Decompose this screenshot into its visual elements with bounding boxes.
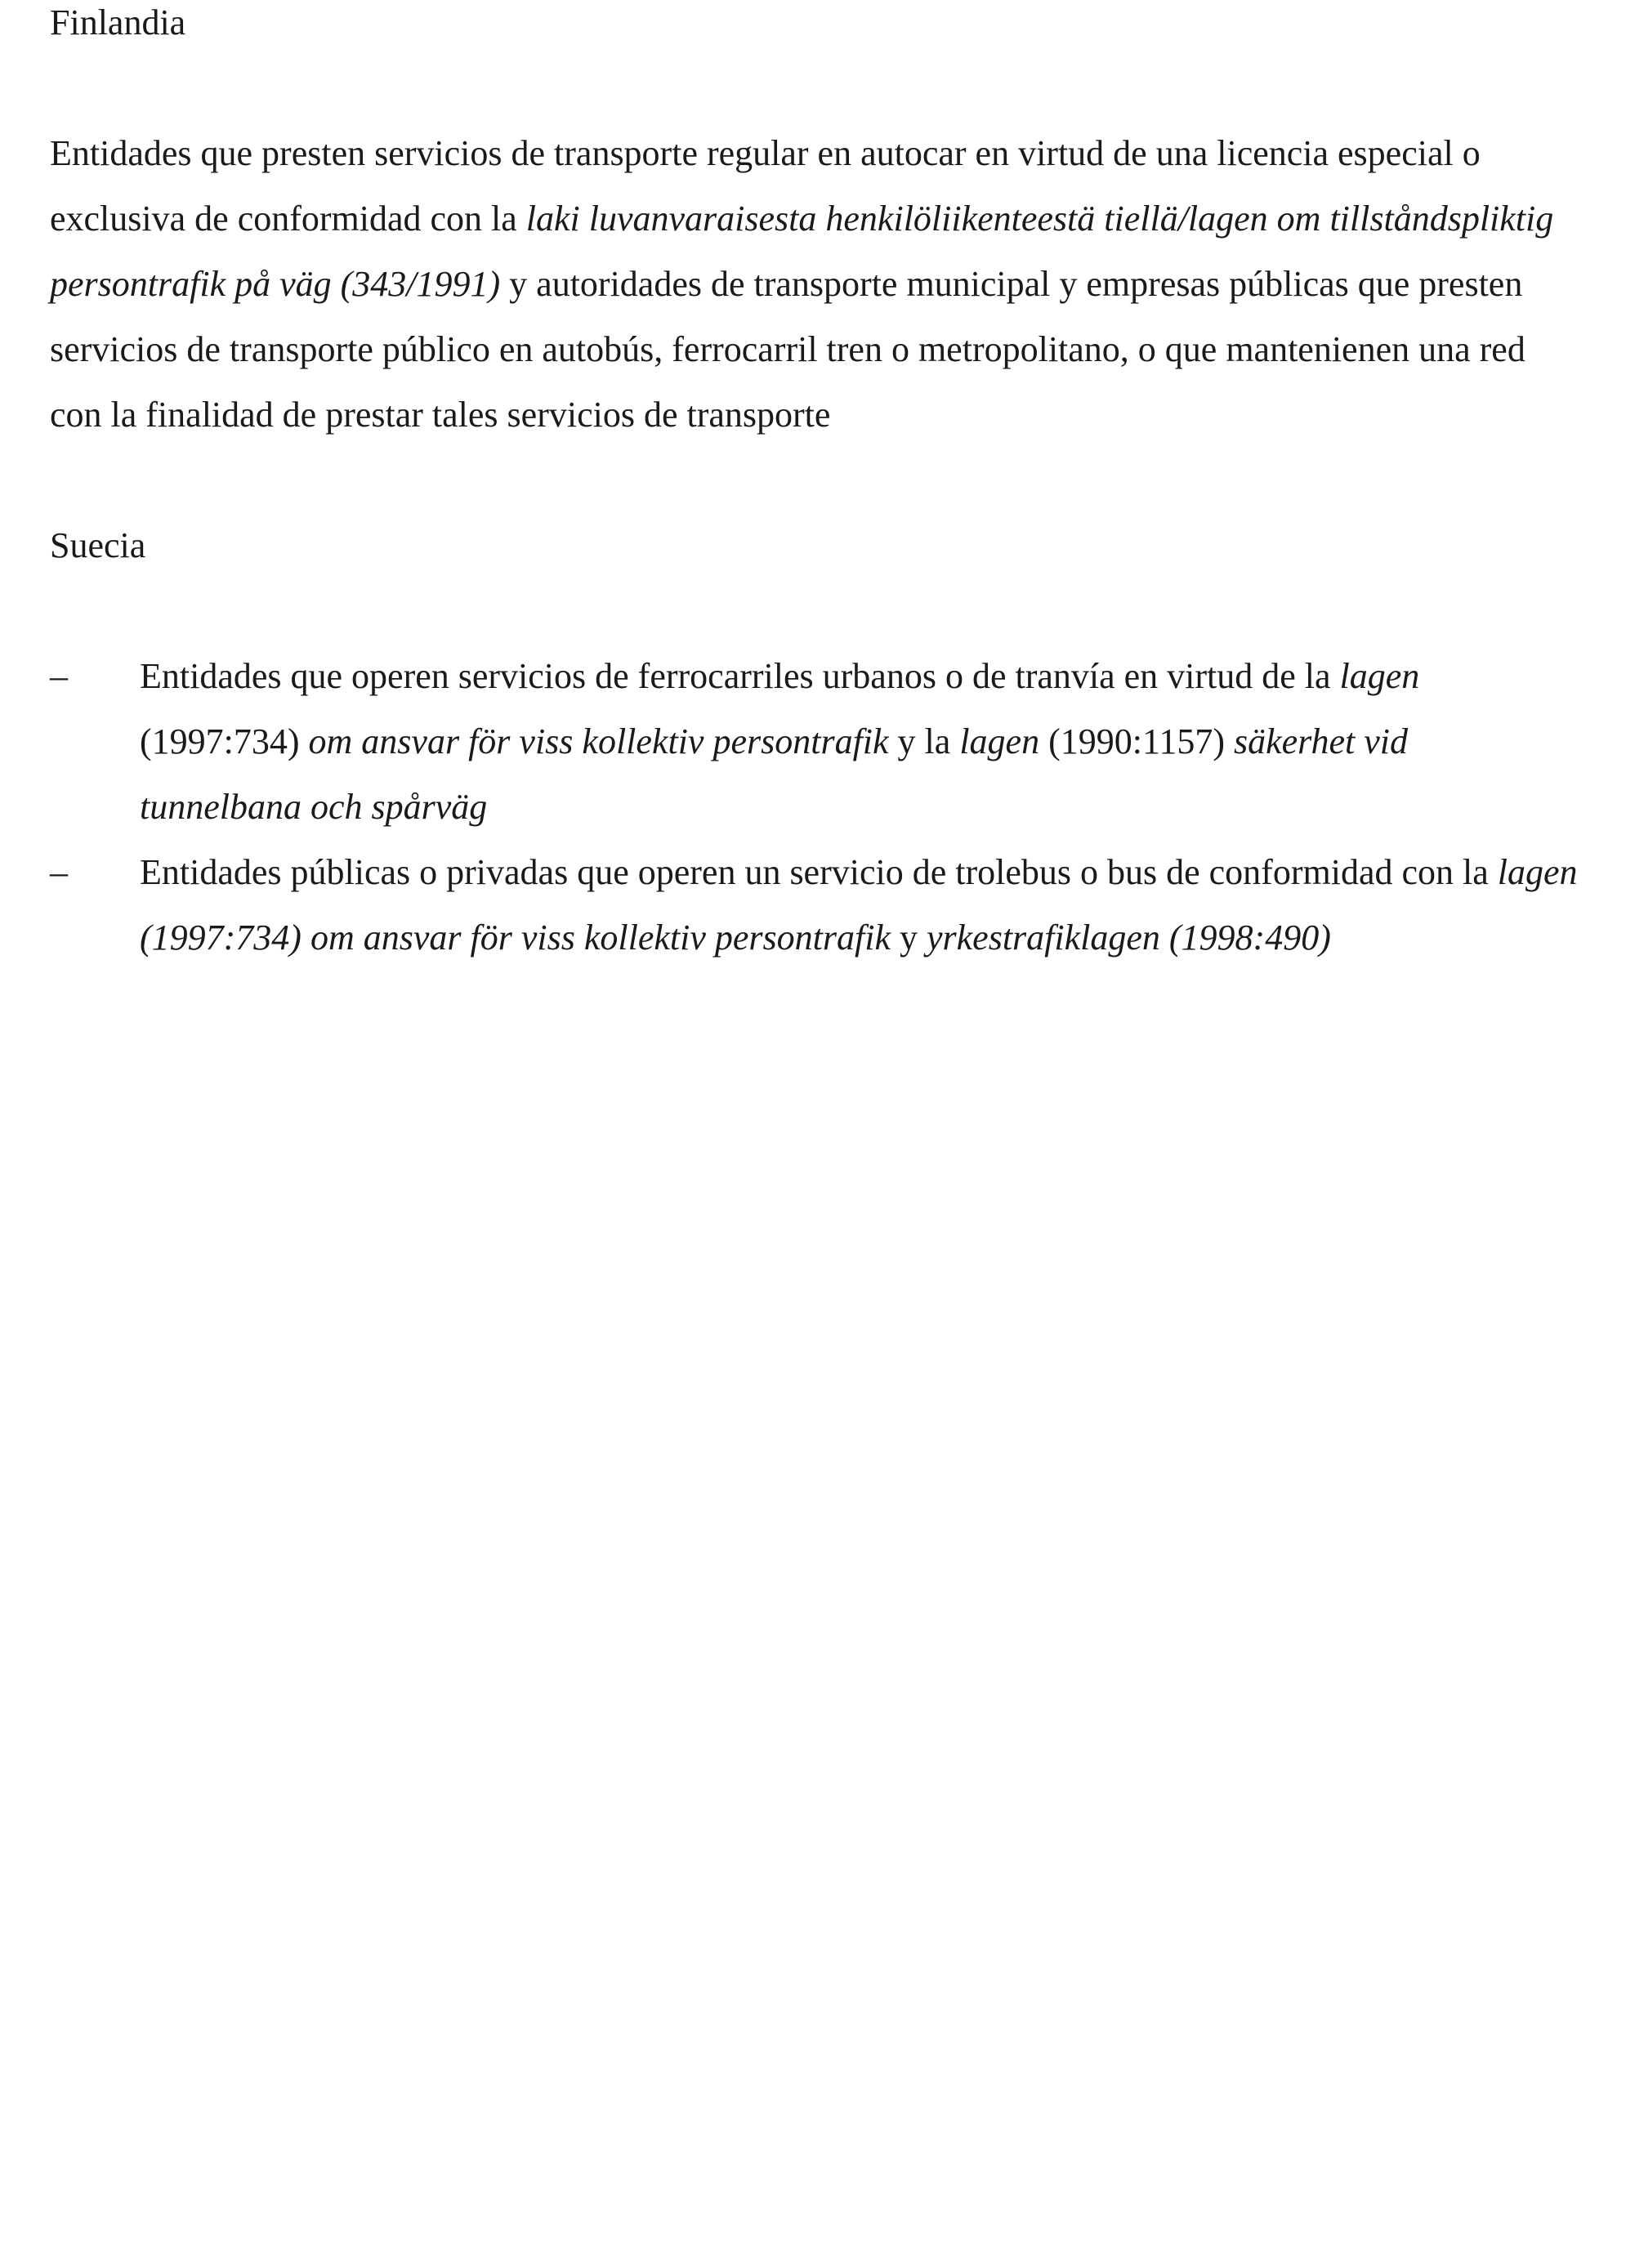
item-2-law-2: yrkestrafiklagen (1998:490) — [926, 917, 1331, 958]
item-1-text-3: y la — [888, 721, 960, 761]
item-1-text-1: Entidades que operen servicios de ferrocarriles urbanos o de tranvía en virtud de la — [140, 656, 1340, 696]
list-dash: – — [50, 656, 68, 696]
country-heading-finland: Finlandia — [50, 2, 186, 42]
finland-paragraph — [50, 121, 1578, 448]
item-2-law-1: lagen (1997:734) om ansvar för viss kollektiv persontrafik — [140, 852, 1578, 958]
list-item — [50, 644, 1578, 840]
item-1-law-2: om ansvar för viss kollektiv persontrafik — [308, 721, 889, 761]
country-heading-sweden: Suecia — [50, 525, 146, 565]
item-1-law-3: lagen — [959, 721, 1040, 761]
list-item — [50, 840, 1578, 971]
finland-text-2: y autoridades de transporte municipal y empresas públicas que presten servicios de transporte público en autobús, ferrocarril tren o metropolitano, o que mantenienen una red con la finalidad de prestar tales servicios de transporte — [50, 264, 1525, 435]
finland-text-1: Entidades que presten servicios de transporte regular en autocar en virtud de una licencia especial o exclusiva de conformidad con la — [50, 133, 1481, 239]
list-item-text — [140, 840, 1578, 971]
list-item-text — [140, 644, 1578, 840]
item-2-text-2: y — [890, 917, 927, 958]
list-dash: – — [50, 852, 68, 892]
item-1-law-1: lagen — [1339, 656, 1420, 696]
finland-law-title: laki luvanvaraisesta henkilöliikenteestä tiellä/lagen om tillståndspliktig persontrafik på väg (343/1991) — [50, 199, 1554, 304]
item-1-text-4: (1990:1157) — [1039, 721, 1234, 761]
sweden-list — [50, 644, 1578, 971]
item-1-law-4: säkerhet vid tunnelbana och spårväg — [140, 721, 1409, 827]
item-2-text-1: Entidades públicas o privadas que operen un servicio de trolebus o bus de conformidad con la — [140, 852, 1498, 892]
item-1-text-2: (1997:734) — [140, 721, 309, 761]
